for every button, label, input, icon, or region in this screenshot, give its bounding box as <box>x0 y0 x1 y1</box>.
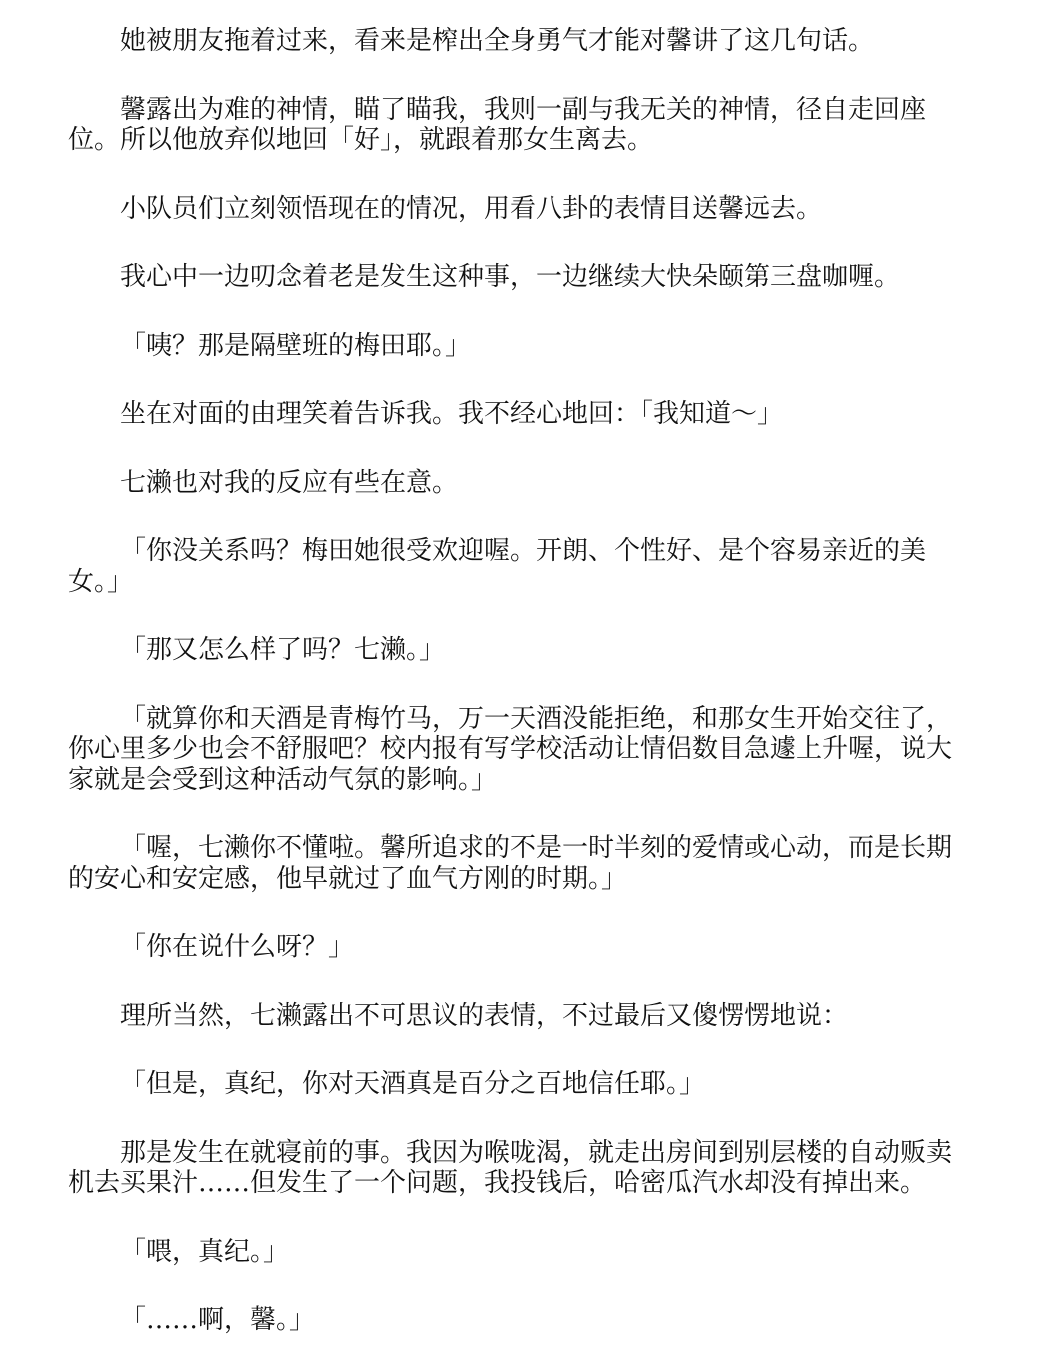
paragraph: 馨露出为难的神情，瞄了瞄我，我则一副与我无关的神情，径自走回座位。所以他放弃似地回「好」，就跟着那女生离去。 <box>68 94 927 155</box>
paragraph: 「但是，真纪，你对天酒真是百分之百地信任耶。」 <box>120 1069 706 1099</box>
paragraph: 我心中一边叨念着老是发生这种事，一边继续大快朵颐第三盘咖喱。 <box>120 262 901 292</box>
paragraph: 理所当然，七濑露出不可思议的表情，不过最后又傻愣愣地说： <box>120 1000 849 1031</box>
paragraph: 「喂，真纪。」 <box>120 1236 290 1267</box>
paragraph: 那是发生在就寝前的事。我因为喉咙渴，就走出房间到别层楼的自动贩卖机去买果汁……但发生了一个问题，我投钱后，哈密瓜汽水却没有掉出来。 <box>68 1137 953 1198</box>
paragraph: 「……啊，馨。」 <box>120 1305 316 1335</box>
paragraph: 坐在对面的由理笑着告诉我。我不经心地回：「我知道～」 <box>120 399 784 429</box>
paragraph: 「咦？那是隔壁班的梅田耶。」 <box>120 330 472 361</box>
paragraph: 「喔，七濑你不懂啦。馨所追求的不是一时半刻的爱情或心动，而是长期的安心和安定感，他早就过了血气方刚的时期。」 <box>68 833 953 894</box>
paragraph: 「就算你和天酒是青梅竹马，万一天酒没能拒绝，和那女生开始交往了，你心里多少也会不舒服吧？校内报有写学校活动让情侣数目急遽上升喔，说大家就是会受到这种活动气氛的影响。」 <box>68 703 953 795</box>
paragraph: 七濑也对我的反应有些在意。 <box>120 467 459 498</box>
paragraph: 她被朋友拖着过来，看来是榨出全身勇气才能对馨讲了这几句话。 <box>120 26 875 56</box>
paragraph: 小队员们立刻领悟现在的情况，用看八卦的表情目送馨远去。 <box>120 193 823 224</box>
paragraph: 「你在说什么呀？」 <box>120 932 355 962</box>
paragraph: 「那又怎么样了吗？七濑。」 <box>120 635 446 665</box>
paragraph: 「你没关系吗？梅田她很受欢迎喔。开朗、个性好、是个容易亲近的美女。」 <box>68 536 927 597</box>
